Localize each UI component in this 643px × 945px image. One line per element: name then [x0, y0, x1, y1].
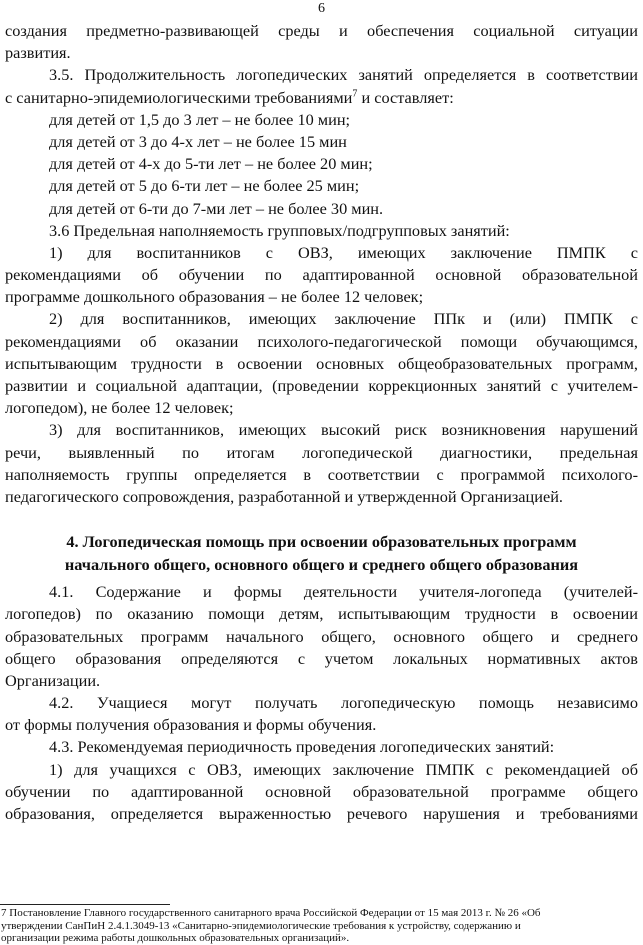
footnote-divider — [0, 904, 170, 905]
text-line: 4.2. Учащиеся могут получать логопедическую помощь независимо — [49, 693, 638, 713]
text-line: общего образования определяются с учетом локальных нормативных актов — [5, 648, 638, 668]
text-line: педагогического сопровождения, разработанной и утвержденной Организацией. — [5, 486, 563, 506]
text-line: рекомендациями об обучении по адаптированной основной образовательной — [5, 265, 638, 285]
text-line-with-footnote — [5, 87, 638, 109]
footnote — [1, 907, 637, 945]
spacer — [5, 508, 638, 530]
text-line: развития. — [5, 43, 71, 63]
text-fragment: с санитарно-эпидемиологическими требованиями — [5, 87, 353, 107]
text-line: Организации. — [5, 670, 101, 690]
text-line: 4.1. Содержание и формы деятельности учителя-логопеда (учителей- — [49, 582, 638, 602]
text-line: образовательных программ начального общего, основного общего и среднего — [5, 626, 638, 646]
text-line: 3.5. Продолжительность логопедических занятий определяется в соответствии — [49, 65, 638, 85]
text-fragment: и составляет: — [361, 87, 454, 107]
footnote-marker: 7 — [352, 88, 358, 100]
text-line: для детей от 5 до 6-ти лет – не более 25 мин; — [49, 176, 360, 196]
text-line: рекомендациями об оказании психолого-педагогической помощи обучающимся, — [5, 331, 638, 351]
text-line: для детей от 1,5 до 3 лет – не более 10 мин; — [49, 109, 351, 129]
page-number: 6 — [318, 1, 325, 16]
text-line: образования, определяется выраженностью речевого нарушения и требованиями — [5, 804, 638, 823]
text-line: обучении по адаптированной основной образовательной программе общего — [5, 781, 638, 801]
footnote-line: организации режима работы дошкольных образовательных организаций». — [1, 932, 350, 944]
text-line: 1) для учащихся с ОВЗ, имеющих заключение ПМПК с рекомендацией об — [49, 759, 638, 779]
text-line: для детей от 3 до 4-х лет – не более 15 мин — [49, 131, 347, 151]
text-line: 4.3. Рекомендуемая периодичность проведения логопедических занятий: — [49, 737, 555, 757]
text-line: от формы получения образования и формы обучения. — [5, 715, 377, 735]
text-line: программе дошкольного образования – не более 12 человек; — [5, 287, 424, 307]
text-line: 2) для воспитанников, имеющих заключение ППк и (или) ПМПК с — [49, 309, 638, 329]
text-line: испытывающим трудности в освоении основных общеобразовательных программ, — [5, 353, 638, 373]
text-line: создания предметно-развивающей среды и обеспечения социальной ситуации — [5, 21, 638, 40]
text-line: для детей от 6-ти до 7-ми лет – не более 30 мин. — [49, 198, 384, 218]
text-line: наполняемость группы определяется в соответствии с программой психолого- — [5, 464, 638, 484]
text-line: 3.6 Предельная наполняемость групповых/подгрупповых занятий: — [49, 220, 510, 240]
footnote-line: утверждении СанПиН 2.4.1.3049-13 «Санитарно-эпидемиологические требования к устройству, содержанию и — [1, 919, 521, 932]
section-heading: начального общего, основного общего и среднего общего образования — [64, 555, 579, 575]
text-line: для детей от 4-х до 5-ти лет – не более 20 мин; — [49, 154, 373, 174]
text-line: логопедом), не более 12 человек; — [5, 398, 234, 418]
text-line: речи, выявленный по итогам логопедической диагностики, предельная — [5, 442, 638, 462]
section-heading: 4. Логопедическая помощь при освоении образовательных программ — [66, 532, 577, 552]
text-line: логопедов) по оказанию помощи детям, испытывающим трудности в освоении — [5, 604, 638, 624]
document-body — [5, 20, 638, 825]
footnote-line: 7 Постановление Главного государственного санитарного врача Российской Федерации от 15 мая 2013 г. № 26 «Об — [1, 907, 541, 919]
text-line: развитии и социальной адаптации, (проведении коррекционных занятий с учителем- — [5, 376, 638, 395]
text-line: 1) для воспитанников с ОВЗ, имеющих заключение ПМПК с — [49, 242, 638, 262]
text-line: 3) для воспитанников, имеющих высокий риск возникновения нарушений — [49, 420, 638, 440]
